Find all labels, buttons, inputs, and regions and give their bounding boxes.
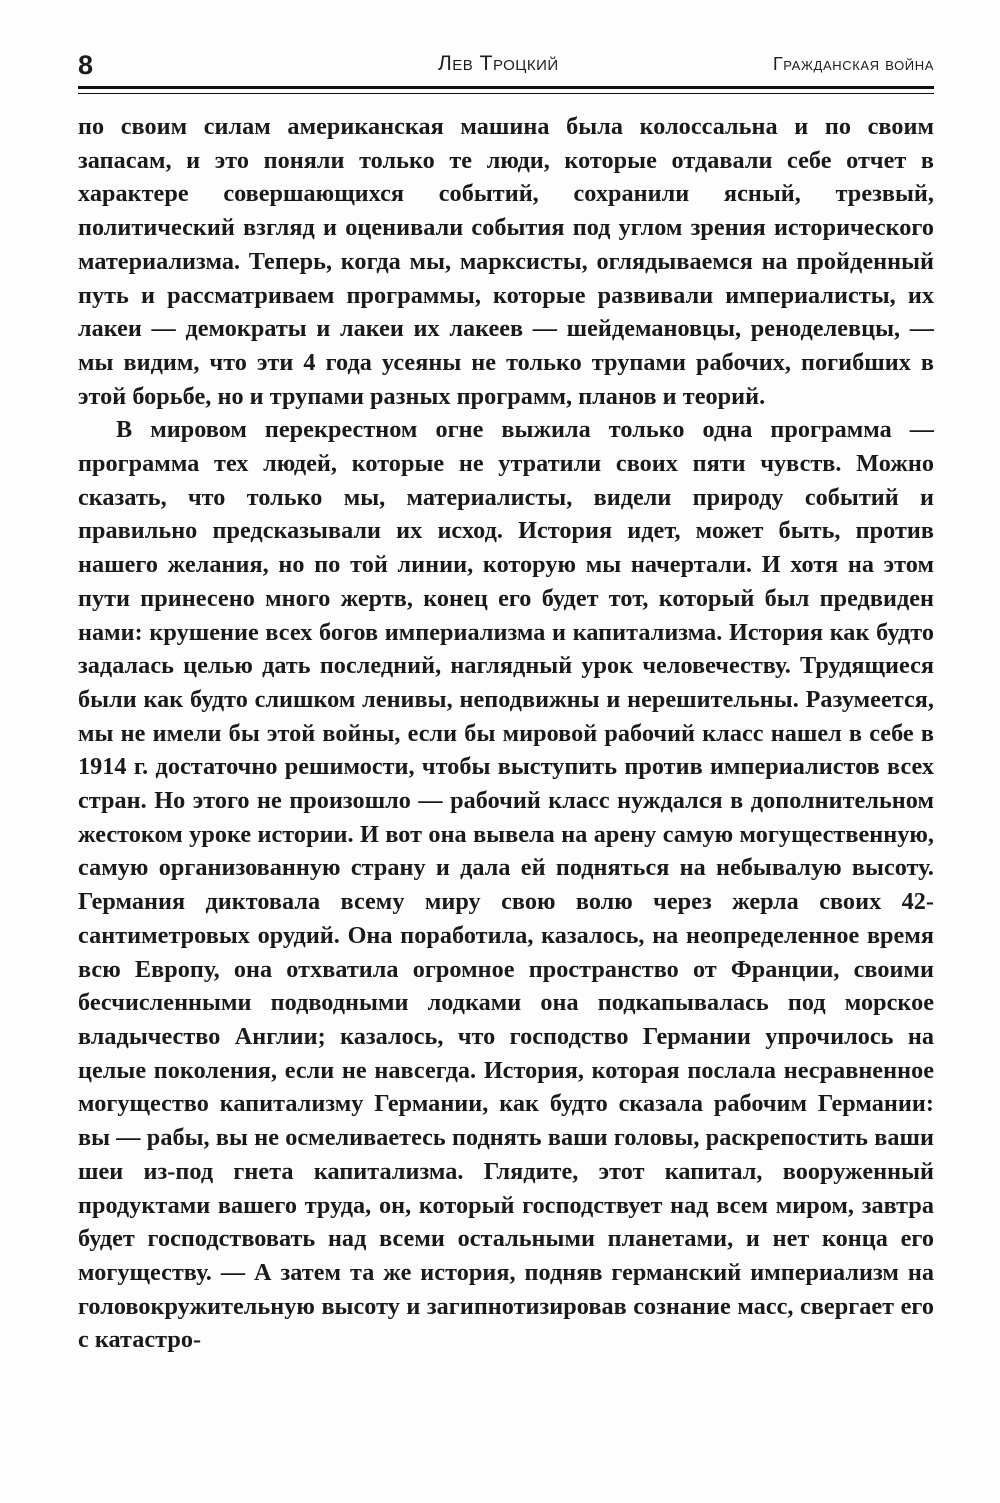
running-header <box>78 46 934 86</box>
running-head-author: Лев Троцкий <box>438 52 559 75</box>
page-number: 8 <box>78 50 94 80</box>
header-rule-thin <box>78 93 934 94</box>
header-rule-thick <box>78 86 934 89</box>
paragraph: В мировом перекрестном огне выжила только одна программа — программа тех людей, которые не утратили своих пяти чувств. Можно сказать, что только мы, материалисты, видели природу событий и правильно предсказывали их исход. История идет, может быть, против нашего желания, но по той линии, которую мы начертали. И хотя на этом пути принесено много жертв, конец его будет тот, который был предвиден нами: крушение всех богов империализма и капитализма. История как будто задалась целью дать последний, наглядный урок человечеству. Трудящиеся были как будто слишком ленивы, неподвижны и нерешительны. Разумеется, мы не имели бы этой войны, если бы мировой рабочий класс нашел в себе в 1914 г. достаточно решимости, чтобы выступить против империалистов всех стран. Но этого не произошло — рабочий класс нуждался в дополнительном жестоком уроке истории. И вот она вывела на арену самую могущественную, самую организованную страну и дала ей подняться на небывалую высоту. Германия диктовала всему миру свою волю через жерла своих 42-сантиметровых орудий. Она поработила, казалось, на неопределенное время всю Европу, она отхватила огромное пространство от Франции, своими бесчисленными подводными лодками она подкапывалась под морское владычество Англии; казалось, что господство Германии упрочилось на целые поколения, если не навсегда. История, которая послала несравненное могущество капитализму Германии, как будто сказала рабочим Германии: вы — рабы, вы не осмеливаетесь поднять ваши головы, раскрепостить ваши шеи из-под гнета капитализма. Глядите, этот капитал, вооруженный продуктами вашего труда, он, который господствует над всем миром, завтра будет господствовать над всеми остальными планетами, и нет конца его могуществу. — А затем та же история, подняв германский империализм на головокружительную высоту и загипнотизировав сознание масс, свергает его с катастро- <box>78 416 934 1354</box>
running-head-book-title: Гражданская война <box>772 54 934 74</box>
paragraph-continued: по своим силам американская машина была колоссальна и по своим запасам, и это поняли только те люди, которые отдавали себе отчет в характере совершающихся событий, сохранили ясный, трезвый, политический взгляд и оценивали события под углом зрения исторического материализма. Теперь, когда мы, марксисты, оглядываемся на пройденный путь и рассматриваем программы, которые развивали империалисты, их лакеи — демократы и лакеи их лакеев — шейдемановцы, реноделевцы, — мы видим, что эти 4 года усеяны не только трупами рабочих, погибших в этой борьбе, но и трупами разных программ, планов и теорий. <box>78 113 934 410</box>
body-text <box>78 110 934 1357</box>
